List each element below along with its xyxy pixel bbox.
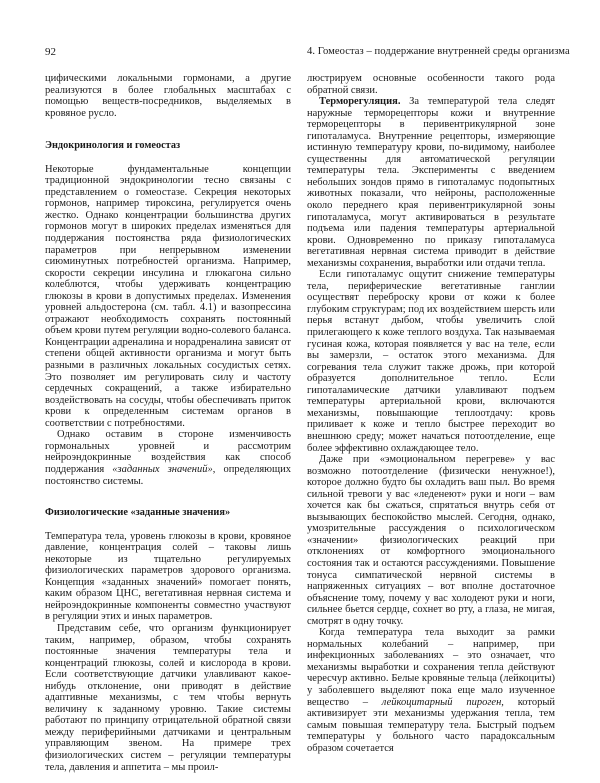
paragraph: Некоторые фундаментальные концепции традиционной эндокринологии тесно связаны с представлением о гомеостазе. Секреция некоторых гормонов, например тироксина, регулируется очень жестко. Однако концентрации большинства других гормонов могут в широких пределах изменяться для поддержания постоянства ряда физиологических параметров при непрерывном изменении сиюминутных потребностей организма. Например, скорости секреции инсулина и глюкагона сильно колеблются, чтобы удерживать концентрацию глюкозы в крови в допустимых пределах. Изменения уровней альдостерона (см. табл. 4.1) и вазопрессина отражают необходимость сохранять постоянный объем крови путем регуляции водно-солевого баланса. Концентрации адреналина и норадреналина зависят от степени общей активности организма и могут быть разными в различных локальных сосудистых сетях. Это позволяет им регулировать силу и частоту сердечных сокращений, а также избирательно воздействовать на сосуды, чтобы обеспечивать приток крови к определенным системам органов в соответствии с потребностями.: [45, 163, 291, 429]
paragraph: Температура тела, уровень глюкозы в крови, кровяное давление, концентрация солей – таковы лишь некоторые из тщательно регулируемых физиологических параметров здорового организма. Концепция «заданных значений» помогает понять, каким образом ЦНС, вегетативная нервная система и нейроэндокринные компоненты совместно участвуют в регуляции этих и иных параметров.: [45, 530, 291, 623]
paragraph: Если гипоталамус ощутит снижение температуры тела, периферические вегетативные ганглии осуществят переброску крови от кожи к более глубоким структурам; под их воздействием шерсть или перья встанут дыбом, чтобы увеличить слой прилегающего к коже теплого воздуха. Так называемая гусиная кожа, которая появляется у вас на теле, если вы замерзли, – остаток этого механизма. Для согревания тела служит также дрожь, при которой образуется дополнительное тепло. Если гипоталамические датчики улавливают подъем температуры артериальной крови, включаются механизмы, повышающие теплоотдачу: кровь приливает к коже и тепло быстрее переходит во внешнюю среду; может начаться потоотделение, еще более эффективно охлаждающее тело.: [307, 269, 555, 454]
left-column: [45, 73, 291, 773]
section-heading-endocrinology: Эндокринология и гомеостаз: [45, 140, 181, 152]
italic-term: лейкоцитарный пироген: [381, 696, 502, 708]
paragraph: цифическими локальными гормонами, а другие реализуются в более глобальных масштабах с помощью веществ-посредников, выделяемых в кровяное русло.: [45, 73, 291, 119]
running-head: 4. Гомеостаз – поддержание внутренней среды организма: [307, 46, 570, 57]
text-run: , определяющих постоянство системы.: [45, 463, 291, 487]
paragraph: Представим себе, что организм функционирует таким, например, образом, чтобы сохранять постоянные значения температуры тела и концентраций глюкозы, солей и кислорода в крови. Если соответствующие датчики улавливают какое-нибудь отклонение, они приводят в действие адаптивные механизмы, с тем чтобы вернуть величину к заданному уровню. Такие системы работают по принципу отрицательной обратной связи между периферийными датчиками и центральным управляющим звеном. На примере трех физиологических систем – регуляции температуры тела, давления и аппетита – мы проил-: [45, 622, 291, 773]
page-number: 92: [45, 46, 56, 58]
runin-heading-thermoregulation: Терморегуляция.: [319, 96, 401, 108]
paragraph: люстрируем основные особенности такого рода обратной связи.: [307, 73, 555, 96]
section-heading-setpoints: Физиологические «заданные значения»: [45, 507, 231, 519]
text-run: , который активизирует эти механизмы удержания тепла, тем самым повышая температуру тела. Быстрый подъем температуры у больного часто парадоксальным образом сочетается: [307, 696, 555, 754]
text-run: За температурой тела следят наружные терморецепторы кожи и внутренние терморецепторы в перивентрикулярной зоне гипоталамуса. Внутренние рецепторы, измеряющие истинную температуру крови, по-видимому, наиболее существенны для автоматической регуляции температуры тела. Эксперименты с введением небольших зондов прямо в гипоталамус подопытных животных показали, что нейроны, расположенные около переднего края перивентрикулярной зоны гипоталамуса, могут активироваться в результате подъема или падения температуры артериальной крови. Одновременно по приказу гипоталамуса вегетативная нервная система приводит в действие механизмы сохранения, выработки или отдачи тепла.: [307, 96, 555, 269]
italic-term: «заданных значений»: [112, 463, 213, 475]
paragraph: Даже при «эмоциональном перегреве» у вас возможно потоотделение (физически ненужное!), которое должно будто бы охладить ваш пыл. Во время сильной тревоги у вас «леденеют» руки и ноги – вам хочется как бы сжаться, спрятаться внутрь себя от вызывающих беспокойство мыслей. Сегодня, однако, умозрительные рассуждения о психологическом «значении» физиологических реакций при отклонениях от комфортного эмоционального состояния так и остаются рассуждениями. Повышение тонуса симпатической нервной системы в напряженных ситуациях – вот вполне достаточное объяснение тому, почему у вас холодеют руки и ноги, сильнее бьется сердце, сохнет во рту, а глаза, не мигая, смотрят в одну точку.: [307, 454, 555, 627]
paragraph: [307, 96, 555, 269]
text-run: Когда температура тела выходит за рамки нормальных колебаний – например, при инфекционных заболеваниях – это означает, что механизмы выработки и сохранения тепла действуют чересчур активно. Белые кровяные тельца (лейкоциты) у заболевшего выделяют пока еще мало изученное вещество –: [307, 627, 555, 708]
paragraph: [307, 627, 555, 754]
text-run: Однако оставим в стороне изменчивость гормональных уровней и рассмотрим нейроэндокринные воздействия как способ поддержания: [45, 429, 291, 475]
right-column: [307, 73, 555, 754]
paragraph: [45, 429, 291, 487]
